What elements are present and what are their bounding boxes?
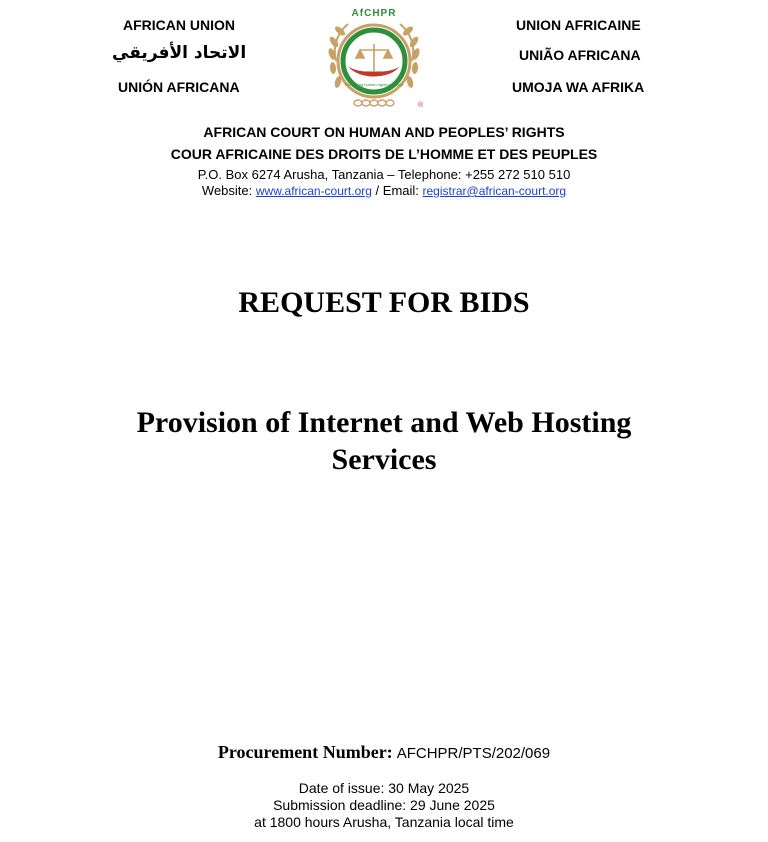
logo-motto: Protecting human rights in Africa [345, 82, 403, 87]
document-heading: REQUEST FOR BIDS [238, 286, 530, 319]
procurement-number: AFCHPR/PTS/202/069 [396, 745, 551, 762]
header-au-sw: UMOJA WA AFRIKA [512, 79, 645, 95]
logo-emblem-icon [318, 6, 430, 114]
email-label: / Email: [375, 183, 419, 198]
court-address: P.O. Box 6274 Arusha, Tanzania – Telephone: +255 272 510 510 [197, 167, 571, 182]
afchpr-logo [318, 6, 430, 114]
procurement-line [0, 742, 768, 763]
header-au-ar: الاتحاد الأفريقي [112, 43, 247, 63]
website-label: Website: [201, 183, 253, 198]
website-link[interactable]: www.african-court.org [255, 184, 372, 198]
court-contacts [0, 183, 768, 198]
header-au-es: UNIÓN AFRICANA [118, 79, 240, 95]
document-title-line1: Provision of Internet and Web Hosting [136, 406, 632, 439]
email-link[interactable]: registrar@african-court.org [422, 184, 567, 198]
logo-registered-mark: ® [418, 102, 424, 109]
court-name-fr: COUR AFRICAINE DES DROITS DE L’HOMME ET DES PEUPLES [170, 146, 598, 162]
header-au-fr: UNION AFRICAINE [516, 17, 641, 33]
court-name-en: AFRICAN COURT ON HUMAN AND PEOPLES’ RIGHTS [203, 124, 565, 140]
header-au-pt: UNIÃO AFRICANA [519, 47, 641, 63]
deadline-time: at 1800 hours Arusha, Tanzania local time [254, 814, 514, 830]
date-of-issue: Date of issue: 30 May 2025 [298, 780, 470, 796]
header-au-en: AFRICAN UNION [123, 17, 235, 33]
submission-deadline: Submission deadline: 29 June 2025 [273, 797, 495, 813]
document-title-line2: Services [331, 443, 437, 476]
logo-acronym: AfCHPR [351, 8, 397, 19]
procurement-label: Procurement Number: [217, 742, 393, 762]
